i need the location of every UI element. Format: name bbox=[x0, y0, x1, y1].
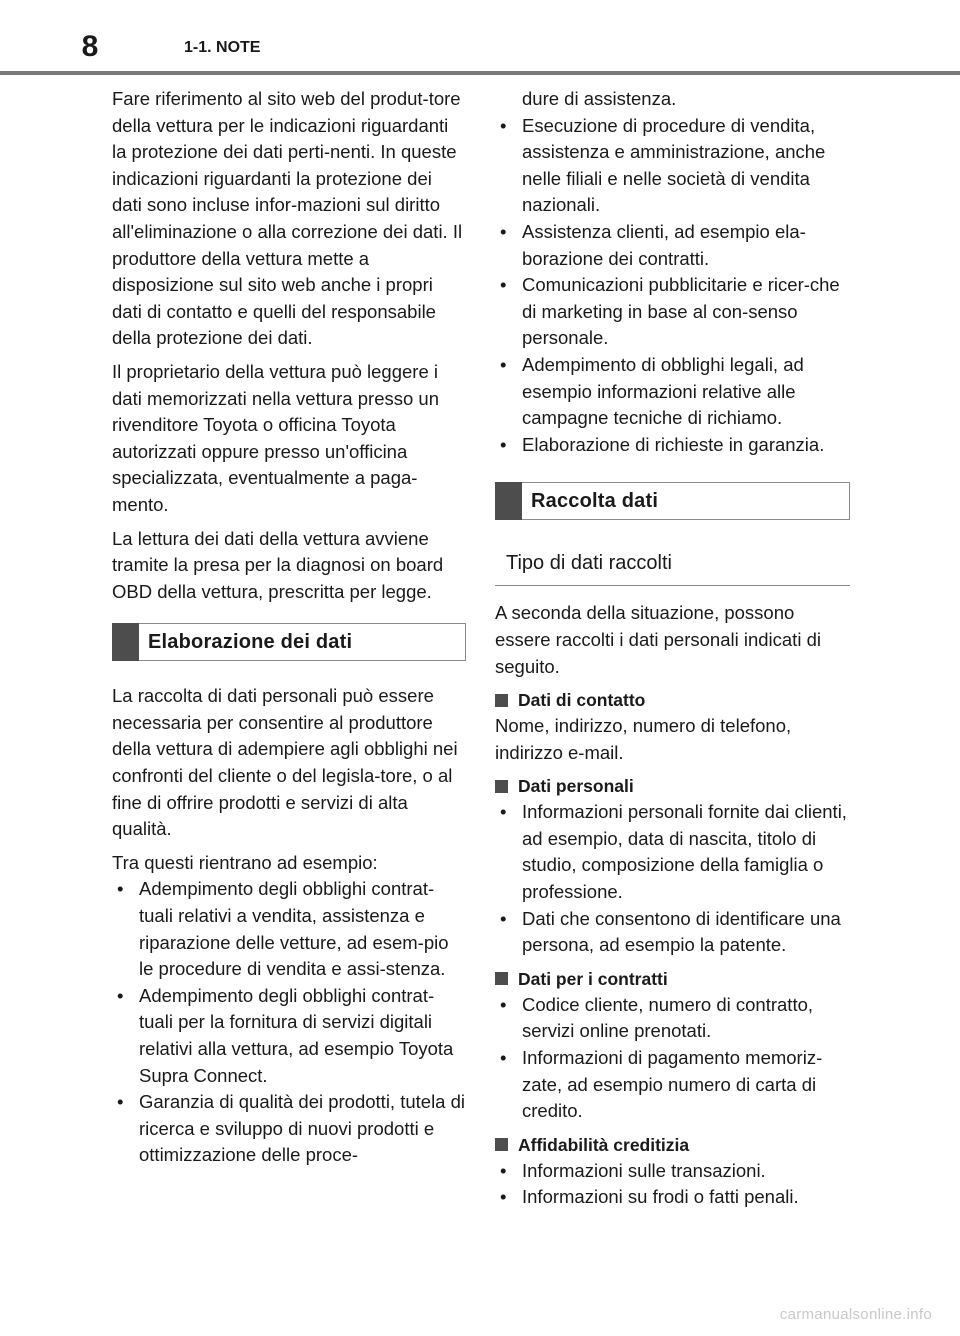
bullet-list bbox=[495, 1158, 850, 1211]
left-column bbox=[112, 86, 466, 1176]
paragraph: La raccolta di dati personali può essere necessaria per consentire al produttore della vettura di adempiere agli obblighi nei confronti del cliente o del legisla-tore, o al fine di offrire prodotti e servizi di alta qualità. bbox=[112, 685, 458, 840]
bullet-list bbox=[495, 992, 850, 1125]
list-item: • Adempimento degli obblighi contrat-tuali per la fornitura di servizi digitali relativi alla vettura, ad esempio Toyota Supra Connect. bbox=[112, 983, 466, 1089]
list-item: • Dati che consentono di identificare una persona, ad esempio la patente. bbox=[495, 906, 850, 959]
group-title: Dati personali bbox=[518, 776, 634, 797]
square-bullet-icon bbox=[495, 1138, 508, 1151]
group-heading bbox=[495, 773, 850, 799]
page-header bbox=[0, 0, 960, 80]
paragraph: Fare riferimento al sito web del produt-tore della vettura per le indicazioni riguardanti la protezione dei dati perti-nenti. In queste indicazioni riguardanti la protezione dei dati sono incluse infor-mazioni sul diritto all'eliminazione o alla correzione dei dati. Il produttore della vettura mette a disposizione sul sito web anche i propri dati di contatto e quelli del responsabile della protezione dei dati. bbox=[112, 88, 463, 349]
page-number: 8 bbox=[81, 30, 99, 63]
heading-bar bbox=[495, 482, 522, 520]
list-item: • Codice cliente, numero di contratto, servizi online prenotati. bbox=[495, 992, 850, 1045]
bullet-list bbox=[495, 113, 850, 459]
paragraph: A seconda della situazione, possono essere raccolti i dati personali indicati di seguito. bbox=[495, 602, 821, 677]
group-title: Affidabilità creditizia bbox=[518, 1134, 690, 1155]
list-item: • Comunicazioni pubblicitarie e ricer-che di marketing in base al con-senso personale. bbox=[495, 272, 850, 352]
watermark: carmanualsonline.info bbox=[779, 1306, 932, 1323]
group-heading bbox=[495, 966, 850, 992]
group-heading bbox=[495, 687, 850, 713]
section-heading-text: Raccolta dati bbox=[531, 490, 659, 513]
list-item: • Informazioni di pagamento memoriz-zate, ad esempio numero di carta di credito. bbox=[495, 1045, 850, 1125]
paragraph: Tra questi rientrano ad esempio: bbox=[112, 851, 378, 873]
list-item: • Elaborazione di richieste in garanzia. bbox=[495, 432, 850, 459]
paragraph: La lettura dei dati della vettura avviene tramite la presa per la diagnosi on board OBD della vettura, prescritta per legge. bbox=[112, 527, 444, 602]
list-item: • Esecuzione di procedure di vendita, assistenza e amministrazione, anche nelle filiali e nelle società di vendita nazionali. bbox=[495, 113, 850, 219]
paragraph: Nome, indirizzo, numero di telefono, indirizzo e-mail. bbox=[495, 715, 792, 763]
list-item: • Informazioni su frodi o fatti penali. bbox=[495, 1184, 850, 1211]
section-label: 1-1. NOTE bbox=[184, 39, 261, 56]
subheading: Tipo di dati raccolti bbox=[495, 542, 850, 586]
bullet-list bbox=[112, 876, 466, 1169]
square-bullet-icon bbox=[495, 694, 508, 707]
right-column bbox=[495, 86, 850, 1218]
square-bullet-icon bbox=[495, 780, 508, 793]
continuation-text: dure di assistenza. bbox=[522, 88, 677, 109]
group-title: Dati per i contratti bbox=[518, 968, 668, 989]
list-item: • Informazioni personali fornite dai clienti, ad esempio, data di nascita, titolo di studio, composizione della famiglia o professione. bbox=[495, 799, 850, 905]
section-heading bbox=[112, 623, 466, 661]
group-heading bbox=[495, 1132, 850, 1158]
square-bullet-icon bbox=[495, 972, 508, 985]
heading-bar bbox=[112, 623, 139, 661]
list-item: • Adempimento di obblighi legali, ad esempio informazioni relative alle campagne tecniche di richiamo. bbox=[495, 352, 850, 432]
paragraph: Il proprietario della vettura può leggere i dati memorizzati nella vettura presso un rivenditore Toyota o officina Toyota autorizzati oppure presso un'officina specializzata, eventualmente a paga-mento. bbox=[112, 360, 439, 515]
bullet-list bbox=[495, 799, 850, 959]
section-heading-text: Elaborazione dei dati bbox=[148, 630, 353, 653]
list-item: • Informazioni sulle transazioni. bbox=[495, 1158, 850, 1185]
list-item: • Assistenza clienti, ad esempio ela-borazione dei contratti. bbox=[495, 219, 850, 272]
list-item: • Garanzia di qualità dei prodotti, tutela di ricerca e sviluppo di nuovi prodotti e ottimizzazione delle proce- bbox=[112, 1089, 466, 1169]
header-rule bbox=[0, 71, 960, 75]
section-heading bbox=[495, 482, 850, 520]
group-title: Dati di contatto bbox=[518, 690, 646, 711]
list-item: • Adempimento degli obblighi contrat-tuali relativi a vendita, assistenza e riparazione delle vetture, ad esem-pio le procedure di vendita e assi-stenza. bbox=[112, 876, 466, 982]
